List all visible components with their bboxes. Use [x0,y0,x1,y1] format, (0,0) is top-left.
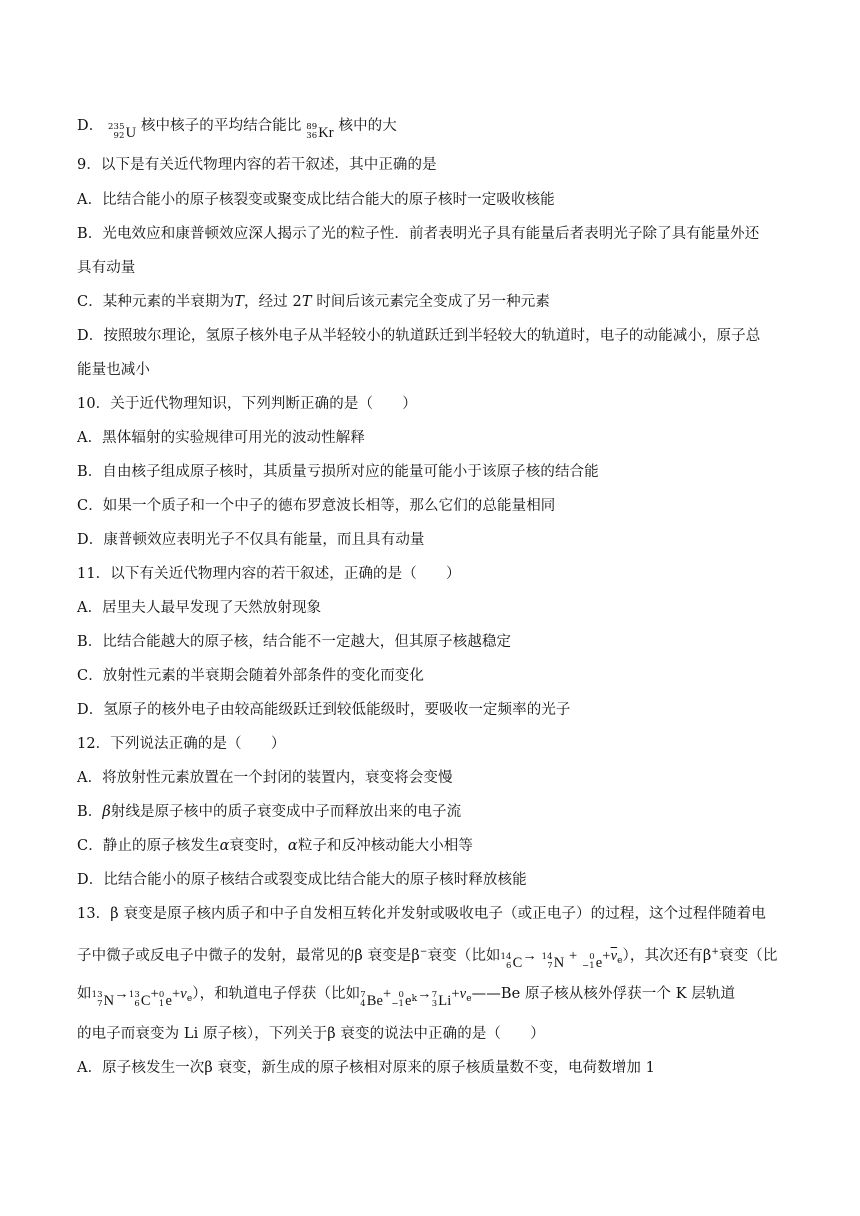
isotope-c14: 14 6 C [500,951,523,971]
question-10: 10．关于近代物理知识，下列判断正确的是（ ） [77,396,417,412]
isotope-n14: 14 7 N [541,951,565,971]
option-11d: D．氢原子的核外电子由较高能级跃迁到较低能级时，要吸收一定频率的光子 [77,702,571,718]
isotope-electron: 0 −1 e [582,951,603,971]
isotope-n13: 13 7 N [91,990,115,1009]
question-11: 11．以下有关近代物理内容的若干叙述，正确的是（ ） [77,566,461,582]
isotope-positron: 0 1 e [158,990,172,1009]
option-9b-line1: B．光电效应和康普顿效应深人揭示了光的粒子性．前者表明光子具有能量后者表明光子除了具有能量外还 [77,226,760,242]
option-label: D． [77,118,104,134]
option-10d: D．康普顿效应表明光子不仅具有能量，而且具有动量 [77,532,425,548]
isotope-kr89: 89 36 Kr [306,122,334,141]
option-9d-line2: 能量也减小 [77,362,150,378]
option-9a: A．比结合能小的原子核裂变或聚变成比结合能大的原子核时一定吸收核能 [77,192,555,208]
option-9b-line2: 具有动量 [77,260,136,276]
option-12b: B．β射线是原子核中的质子衰变成中子而释放出来的电子流 [77,804,462,820]
isotope-li7: 7 3 Li [431,990,452,1009]
question-13-line1: 13．β 衰变是原子核内质子和中子自发相互转化并发射或吸收电子（或正电子）的过程，这个过程伴随着电 [77,906,766,922]
question-13-line4: 的电子而衰变为 Li 原子核），下列关于β 衰变的说法中正确的是（ ） [77,1026,545,1042]
question-12: 12．下列说法正确的是（ ） [77,736,286,752]
isotope-u235: 235 92 U [108,122,137,141]
isotope-c13: 13 6 C [128,990,151,1009]
question-13-line3: 如 13 7 N → 13 6 C + 0 1 e $+\nu_e$），和轨道电子俘获（比如 7 4 Be + 0 −1 e $_k$→ 7 3 Li $+\nu_e——Be$ 原子核从核外俘获一个 K 层轨道 [77,983,789,1012]
option-11c: C．放射性元素的半衰期会随着外部条件的变化而变化 [77,668,424,684]
option-10a: A．黑体辐射的实验规律可用光的波动性解释 [77,430,365,446]
question-9: 9．以下是有关近代物理内容的若干叙述，其中正确的是 [77,157,437,173]
option-12a: A．将放射性元素放置在一个封闭的装置内，衰变将会变慢 [77,770,453,786]
option-8d: D． 235 92 U 核中核子的平均结合能比 89 36 Kr 核中的大 [77,115,789,144]
isotope-be7: 7 4 Be [360,990,384,1009]
isotope-k-electron: 0 −1 e [391,990,412,1009]
option-10b: B．自由核子组成原子核时，其质量亏损所对应的能量可能小于该原子核的结合能 [77,464,599,480]
option-9c: C．某种元素的半衰期为T，经过 2T 时间后该元素完全变成了另一种元素 [77,294,550,310]
question-13-line2: 子中微子或反电子中微子的发射，最常见的β 衰变是β−衰变（比如 14 6 C → 14 7 N + 0 −1 e $+\overline{\nu}_e$），其次还有β+衰变（比 [77,941,789,974]
option-12d: D．比结合能小的原子核结合或裂变成比结合能大的原子核时释放核能 [77,872,527,888]
option-10c: C．如果一个质子和一个中子的德布罗意波长相等，那么它们的总能量相同 [77,498,556,514]
option-12c: C．静止的原子核发生α衰变时，α粒子和反冲核动能大小相等 [77,838,474,854]
option-13a: A．原子核发生一次β 衰变，新生成的原子核相对原来的原子核质量数不变，电荷数增加 1 [77,1060,655,1076]
option-11a: A．居里夫人最早发现了天然放射现象 [77,600,322,616]
option-9d-line1: D．按照玻尔理论，氢原子核外电子从半轻较小的轨道跃迁到半轻较大的轨道时，电子的动能减小，原子总 [77,328,761,344]
option-11b: B．比结合能越大的原子核，结合能不一定越大，但其原子核越稳定 [77,634,512,650]
